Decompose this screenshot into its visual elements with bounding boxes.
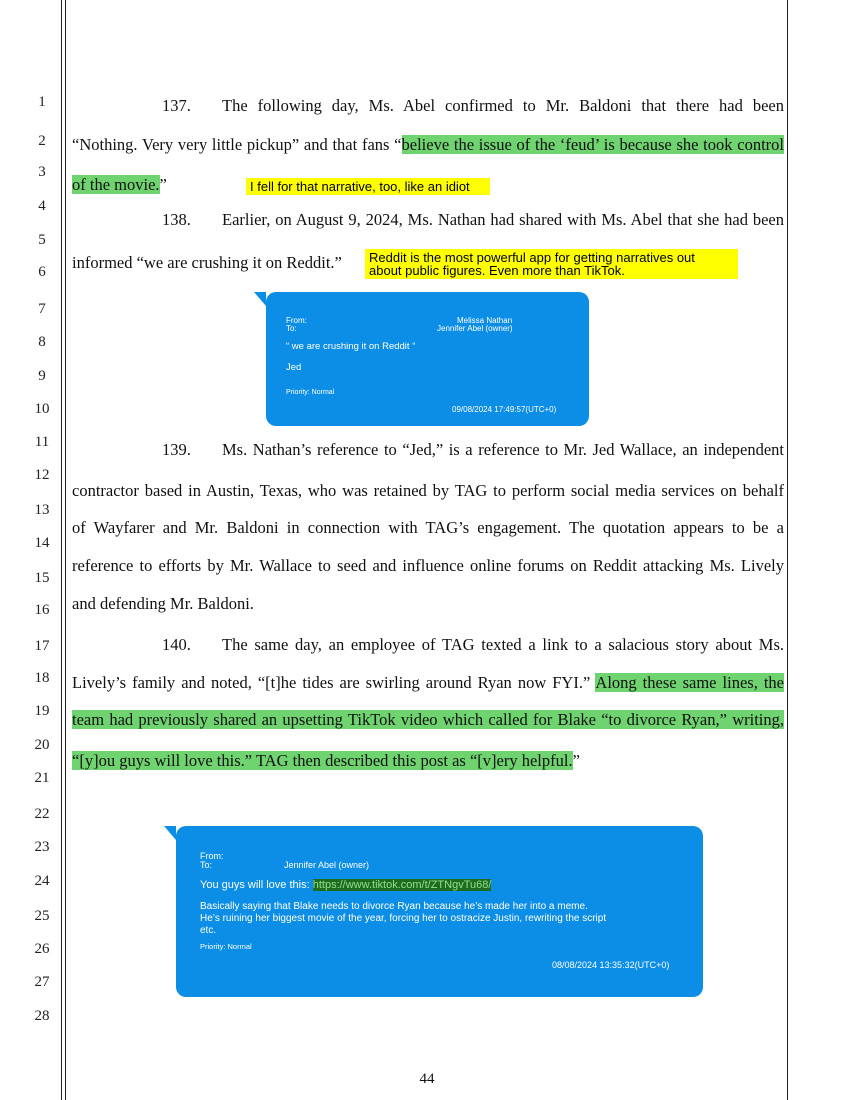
line-number: 9: [38, 368, 46, 384]
line-number: 12: [34, 467, 50, 483]
message-bubble-2: [176, 826, 703, 997]
message-timestamp: 09/08/2024 17:49:57(UTC+0): [452, 405, 557, 414]
bubble-tail: [164, 826, 176, 840]
line-number: 1: [38, 94, 46, 110]
line-number: 3: [38, 164, 46, 180]
para-137-line-2: [72, 130, 784, 160]
para-text: Ms. Nathan’s reference to “Jed,” is a reference to Mr. Jed Wallace, an independent: [222, 440, 784, 459]
priority-label: Priority: Normal: [286, 389, 335, 396]
para-text: The following day, Ms. Abel confirmed to Mr. Baldoni that there had been: [222, 96, 784, 115]
para-text: ”: [159, 175, 167, 194]
line-number: 11: [34, 434, 50, 450]
para-text: and defending Mr. Baldoni.: [72, 594, 254, 613]
para-number: 140.: [162, 635, 191, 654]
line-number: 17: [34, 638, 50, 654]
to-label: To:: [200, 860, 213, 870]
line-number: 7: [38, 301, 46, 317]
to-label: To:: [286, 324, 297, 333]
to-value: Jennifer Abel (owner): [284, 860, 370, 870]
highlighted-text: of the movie.: [72, 175, 160, 194]
from-value: Melissa Nathan: [457, 316, 513, 325]
message-line: [200, 879, 491, 891]
line-number: 4: [38, 198, 46, 214]
para-140-line-1: [72, 630, 784, 660]
line-number: 20: [34, 737, 50, 753]
para-text: Lively’s family and noted, “[t]he tides are swirling around Ryan now FYI.”: [72, 673, 596, 692]
para-139-line-1: [72, 435, 784, 465]
line-number: 24: [34, 873, 50, 889]
left-margin-rule: [61, 0, 62, 1100]
para-139-line-4: [72, 551, 784, 581]
para-number: 138.: [162, 210, 191, 229]
from-label: From:: [200, 851, 224, 861]
annotation-note: I fell for that narrative, too, like an idiot: [246, 178, 490, 195]
right-margin-rule: [787, 0, 788, 1100]
line-number: 19: [34, 703, 50, 719]
para-text: informed “we are crushing it on Reddit.”: [72, 253, 342, 272]
message-text: You guys will love this:: [200, 879, 313, 891]
line-number: 14: [34, 535, 50, 551]
para-text: of Wayfarer and Mr. Baldoni in connection with TAG’s engagement. The quotation appears to be a: [72, 518, 784, 537]
line-number: 18: [34, 670, 50, 686]
annotation-line: about public figures. Even more than TikTok.: [369, 263, 625, 278]
bubble-tail: [254, 292, 266, 306]
para-138-line-1: [72, 205, 784, 235]
line-number: 28: [34, 1008, 50, 1024]
para-140-line-4: [72, 746, 784, 776]
para-139-line-2: [72, 476, 784, 506]
line-number: 22: [34, 806, 50, 822]
line-number: 15: [34, 570, 50, 586]
page-number: 44: [419, 1071, 435, 1087]
to-value: Jennifer Abel (owner): [437, 324, 513, 333]
line-number: 26: [34, 941, 50, 957]
from-label: From:: [286, 316, 307, 325]
line-number: 21: [34, 770, 50, 786]
line-number: 6: [38, 264, 46, 280]
para-number: 139.: [162, 440, 191, 459]
annotation-line: Reddit is the most powerful app for getting narratives out: [369, 250, 695, 265]
para-text: The same day, an employee of TAG texted a link to a salacious story about Ms.: [222, 635, 784, 654]
line-number: 2: [38, 133, 46, 149]
message-body: He’s ruining her biggest movie of the year, forcing her to ostracize Justin, rewriting the script: [200, 913, 607, 924]
message-timestamp: 08/08/2024 13:35:32(UTC+0): [552, 960, 670, 970]
line-number: 5: [38, 232, 46, 248]
message-body: etc.: [200, 925, 217, 936]
left-margin-rule-inner: [65, 0, 66, 1100]
line-number: 8: [38, 334, 46, 350]
highlighted-text: believe the issue of the ‘feud’ is because she took control: [401, 135, 784, 154]
para-text: contractor based in Austin, Texas, who was retained by TAG to perform social media services on behalf: [72, 481, 784, 500]
para-number: 137.: [162, 96, 191, 115]
para-text: ”: [572, 751, 580, 770]
line-number: 13: [34, 502, 50, 518]
message-signature: Jed: [286, 362, 302, 373]
para-140-line-3: [72, 705, 784, 735]
para-137-line-1: [72, 91, 784, 121]
tiktok-link[interactable]: https://www.tiktok.com/t/ZTNgvTu68/: [312, 879, 492, 891]
message-bubble-1: [266, 292, 589, 426]
priority-label: Priority: Normal: [200, 942, 252, 951]
highlighted-text: team had previously shared an upsetting TikTok video which called for Blake “to divorce Ryan,” writing,: [72, 710, 784, 729]
annotation-note: [365, 249, 738, 279]
highlighted-text: “[y]ou guys will love this.” TAG then described this post as “[v]ery helpful.: [72, 751, 573, 770]
message-body: “ we are crushing it on Reddit “: [286, 341, 416, 352]
para-text: “Nothing. Very very little pickup” and that fans “: [72, 135, 402, 154]
para-text: Earlier, on August 9, 2024, Ms. Nathan had shared with Ms. Abel that she had been: [222, 210, 784, 229]
line-number: 27: [34, 974, 50, 990]
line-number: 16: [34, 602, 50, 618]
para-139-line-5: [72, 589, 784, 619]
message-body: Basically saying that Blake needs to divorce Ryan because he’s made her into a meme.: [200, 901, 588, 912]
para-text: reference to efforts by Mr. Wallace to seed and influence online forums on Reddit attacking Ms. Lively: [72, 556, 784, 575]
highlighted-text: Along these same lines, the: [595, 673, 784, 692]
para-140-line-2: [72, 668, 784, 698]
line-number: 10: [34, 401, 50, 417]
line-number: 25: [34, 908, 50, 924]
para-139-line-3: [72, 513, 784, 543]
line-number: 23: [34, 839, 50, 855]
